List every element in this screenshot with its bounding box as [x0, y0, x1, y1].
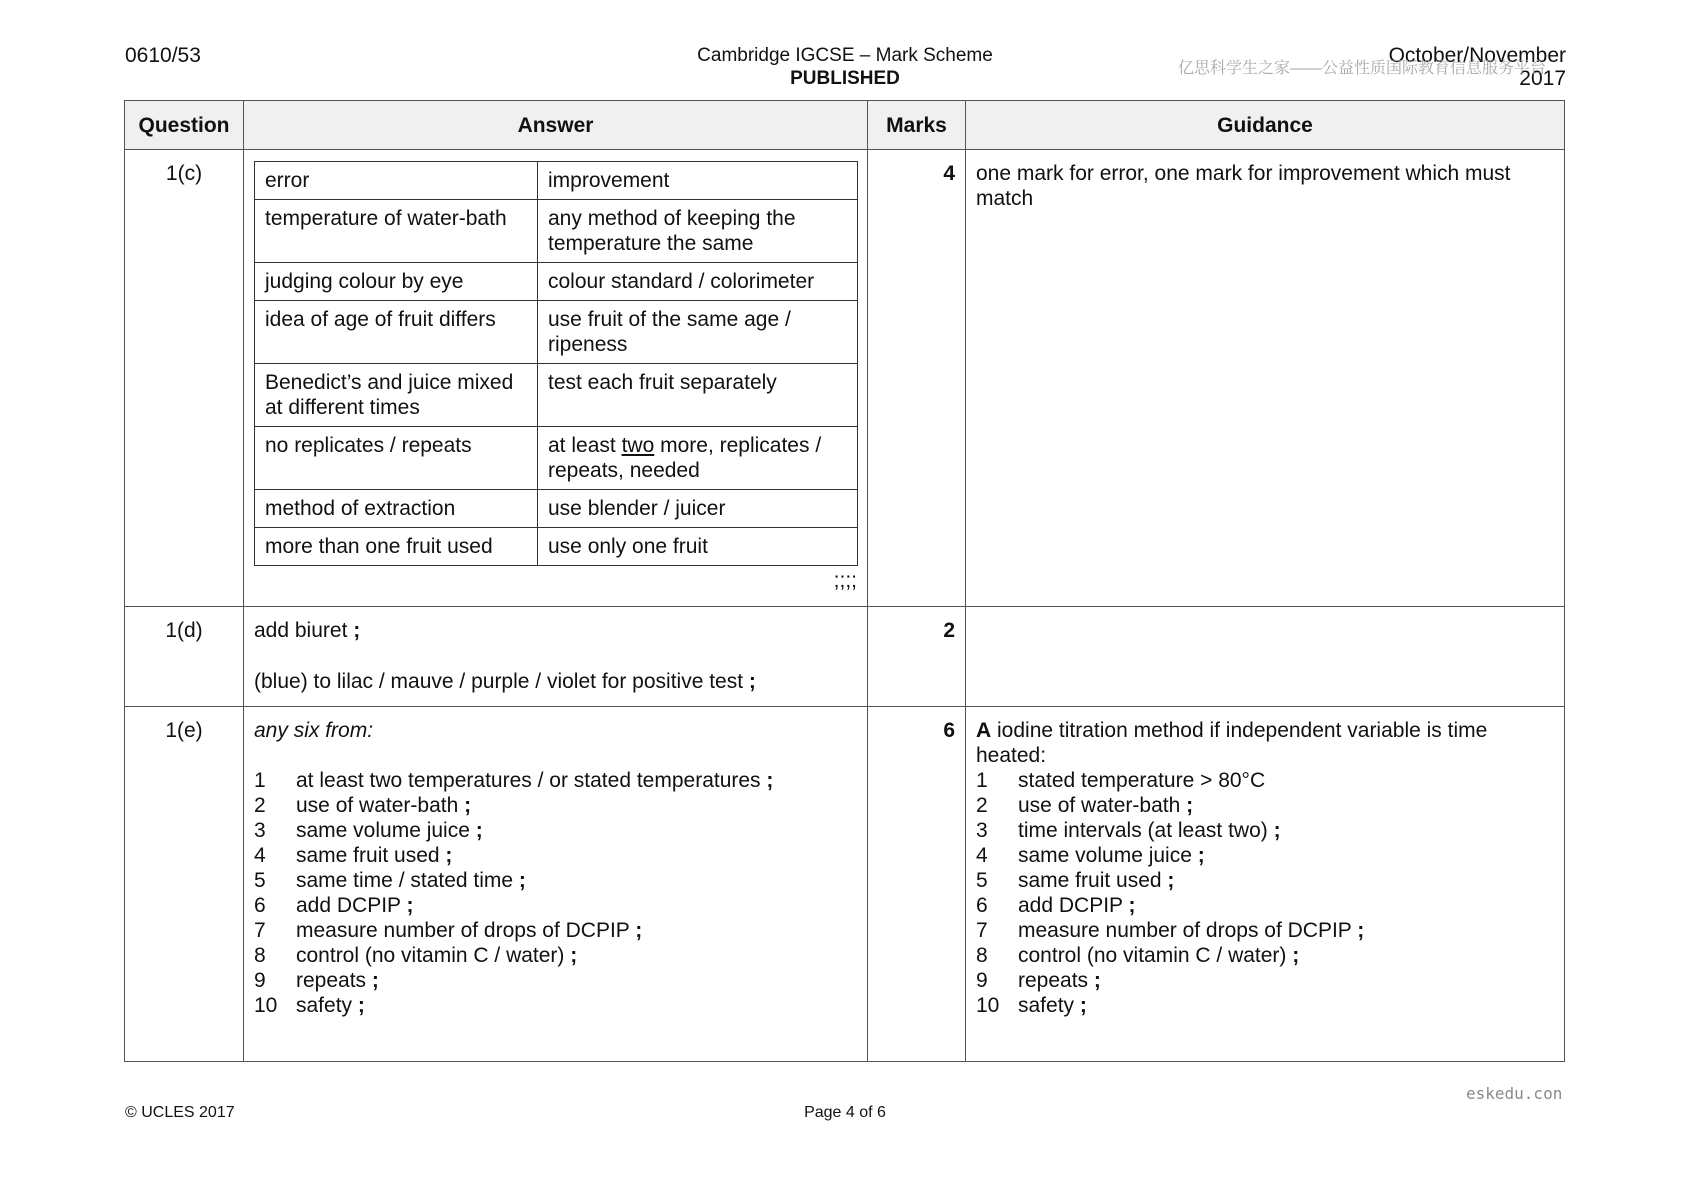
header-question: Question [125, 101, 244, 150]
guidance-cell [966, 607, 1565, 707]
inner-cell-improvement [538, 427, 858, 490]
published-label: PUBLISHED [790, 68, 900, 89]
list-item [976, 768, 1554, 793]
document-title: Cambridge IGCSE – Mark Scheme [697, 45, 993, 66]
point-text: same volume juice [296, 819, 470, 842]
inner-row [255, 528, 858, 566]
point-text: time intervals (at least two) [1018, 819, 1268, 842]
answer-line [254, 669, 857, 694]
inner-row [255, 364, 858, 427]
mark-symbol: ; [1167, 869, 1175, 892]
list-item [254, 768, 857, 793]
guidance-text: one mark for error, one mark for improvement which must match [966, 150, 1565, 607]
document-title-block [690, 44, 1000, 90]
list-item [254, 968, 857, 993]
point-text: repeats [1018, 969, 1089, 992]
mark-symbol: ; [475, 819, 483, 842]
answer-intro: any six from: [254, 719, 374, 742]
mark-symbol: ; [1186, 794, 1194, 817]
page-number: Page 4 of 6 [804, 1104, 886, 1121]
point-text: add DCPIP [296, 894, 401, 917]
point-number: 6 [976, 894, 988, 917]
mark-symbol: ; [445, 844, 453, 867]
marks-value: 2 [868, 607, 966, 707]
mark-symbol: ; [518, 869, 526, 892]
mark-symbol: ; [635, 919, 643, 942]
list-item [976, 943, 1554, 968]
paper-code: 0610/53 [125, 44, 201, 67]
point-text: same volume juice [1018, 844, 1192, 867]
point-number: 8 [976, 944, 988, 967]
point-number: 4 [976, 844, 988, 867]
answer-cell [244, 707, 868, 1062]
point-number: 8 [254, 944, 266, 967]
list-item [254, 793, 857, 818]
question-number: 1(c) [125, 150, 244, 607]
at-least-text: at least [548, 434, 616, 457]
list-item [254, 818, 857, 843]
list-item [976, 868, 1554, 893]
inner-cell-improvement: use only one fruit [538, 528, 858, 566]
accept-marker: A [976, 719, 992, 742]
point-number: 5 [254, 869, 266, 892]
mark-symbol: ; [406, 894, 414, 917]
point-number: 9 [976, 969, 988, 992]
inner-row [255, 490, 858, 528]
mark-symbol: ; [357, 994, 365, 1017]
point-number: 6 [254, 894, 266, 917]
table-header-row [125, 101, 1565, 150]
copyright: © UCLES 2017 [125, 1104, 235, 1121]
guidance-intro-text: iodine titration method if independent variable is time heated: [976, 719, 1488, 767]
point-number: 7 [254, 919, 266, 942]
inner-cell-improvement: use blender / juicer [538, 490, 858, 528]
mark-symbol: ; [1273, 819, 1281, 842]
point-text: measure number of drops of DCPIP [1018, 919, 1352, 942]
point-text: control (no vitamin C / water) [1018, 944, 1287, 967]
list-item [254, 868, 857, 893]
mark-symbol: ; [353, 619, 361, 642]
mark-symbol: ; [748, 670, 756, 693]
point-text: stated temperature > 80°C [1018, 769, 1266, 792]
point-text: add DCPIP [1018, 894, 1123, 917]
mark-symbol: ; [464, 794, 472, 817]
guidance-intro [976, 718, 1554, 768]
list-item [976, 968, 1554, 993]
header-guidance: Guidance [966, 101, 1565, 150]
inner-cell-improvement: test each fruit separately [538, 364, 858, 427]
marks-value: 4 [868, 150, 966, 607]
inner-row [255, 200, 858, 263]
header-marks: Marks [868, 101, 966, 150]
point-text: use of water-bath [296, 794, 459, 817]
inner-cell-error: judging colour by eye [255, 263, 538, 301]
header-answer: Answer [244, 101, 868, 150]
inner-row [255, 263, 858, 301]
list-item [976, 993, 1554, 1018]
error-improvement-table [254, 161, 858, 566]
answer-line-text: (blue) to lilac / mauve / purple / violet for positive test [254, 670, 744, 693]
mark-symbol: ; [570, 944, 578, 967]
point-number: 7 [976, 919, 988, 942]
inner-row [255, 301, 858, 364]
inner-cell-improvement: any method of keeping the temperature the same [538, 200, 858, 263]
list-item [976, 843, 1554, 868]
list-item [976, 918, 1554, 943]
point-text: same fruit used [296, 844, 440, 867]
inner-cell-error: no replicates / repeats [255, 427, 538, 490]
point-number: 1 [976, 769, 988, 792]
point-number: 4 [254, 844, 266, 867]
answer-cell [244, 607, 868, 707]
marks-value: 6 [868, 707, 966, 1062]
point-text: control (no vitamin C / water) [296, 944, 565, 967]
list-item [976, 793, 1554, 818]
list-item [254, 843, 857, 868]
point-number: 3 [976, 819, 988, 842]
table-row-1d [125, 607, 1565, 707]
inner-row [255, 162, 858, 200]
two-underlined: two [621, 434, 655, 457]
point-text: at least two temperatures / or stated temperatures [296, 769, 761, 792]
mark-symbol: ; [1292, 944, 1300, 967]
inner-cell-error: temperature of water-bath [255, 200, 538, 263]
list-item [976, 818, 1554, 843]
mark-symbol: ; [1197, 844, 1205, 867]
point-number: 3 [254, 819, 266, 842]
guidance-cell [966, 707, 1565, 1062]
session-label: October/November [1388, 44, 1566, 67]
inner-cell-improvement: improvement [538, 162, 858, 200]
replicates-text: more, replicates / repeats, needed [548, 434, 822, 482]
point-text: repeats [296, 969, 367, 992]
list-item [254, 993, 857, 1018]
point-text: safety [296, 994, 353, 1017]
mark-symbol: ; [1128, 894, 1136, 917]
point-number: 1 [254, 769, 266, 792]
mark-semicolons: ;;;; [833, 569, 857, 592]
point-number: 2 [976, 794, 988, 817]
point-text: same time / stated time [296, 869, 514, 892]
point-text: safety [1018, 994, 1075, 1017]
mark-scheme-table [124, 100, 1565, 1062]
answer-line-text: add biuret [254, 619, 348, 642]
header-watermark: 亿思科学生之家——公益性质国际教育信息服务平台 [1178, 60, 1547, 77]
question-number: 1(d) [125, 607, 244, 707]
list-item [976, 893, 1554, 918]
footer-watermark: eskedu.con [1466, 1084, 1563, 1103]
inner-cell-error: Benedict’s and juice mixed at different times [255, 364, 538, 427]
point-number: 9 [254, 969, 266, 992]
point-number: 2 [254, 794, 266, 817]
inner-cell-error: method of extraction [255, 490, 538, 528]
answer-point-list [254, 768, 857, 1018]
inner-cell-improvement: use fruit of the same age / ripeness [538, 301, 858, 364]
point-text: use of water-bath [1018, 794, 1181, 817]
table-row-1c [125, 150, 1565, 607]
inner-cell-error: error [255, 162, 538, 200]
point-number: 10 [976, 994, 1000, 1017]
answer-line [254, 618, 857, 643]
mark-symbol: ; [1079, 994, 1087, 1017]
mark-symbol: ; [766, 769, 774, 792]
session-year: 2017 [1519, 67, 1566, 90]
point-number: 5 [976, 869, 988, 892]
inner-row [255, 427, 858, 490]
inner-cell-improvement: colour standard / colorimeter [538, 263, 858, 301]
mark-symbol: ; [1093, 969, 1101, 992]
point-text: measure number of drops of DCPIP [296, 919, 630, 942]
list-item [254, 918, 857, 943]
table-row-1e [125, 707, 1565, 1062]
list-item [254, 893, 857, 918]
point-number: 10 [254, 994, 278, 1017]
mark-symbol: ; [1357, 919, 1365, 942]
list-item [254, 943, 857, 968]
mark-symbol: ; [371, 969, 379, 992]
question-number: 1(e) [125, 707, 244, 1062]
inner-cell-error: more than one fruit used [255, 528, 538, 566]
inner-cell-error: idea of age of fruit differs [255, 301, 538, 364]
guidance-point-list [976, 768, 1554, 1018]
point-text: same fruit used [1018, 869, 1162, 892]
answer-cell [244, 150, 868, 607]
